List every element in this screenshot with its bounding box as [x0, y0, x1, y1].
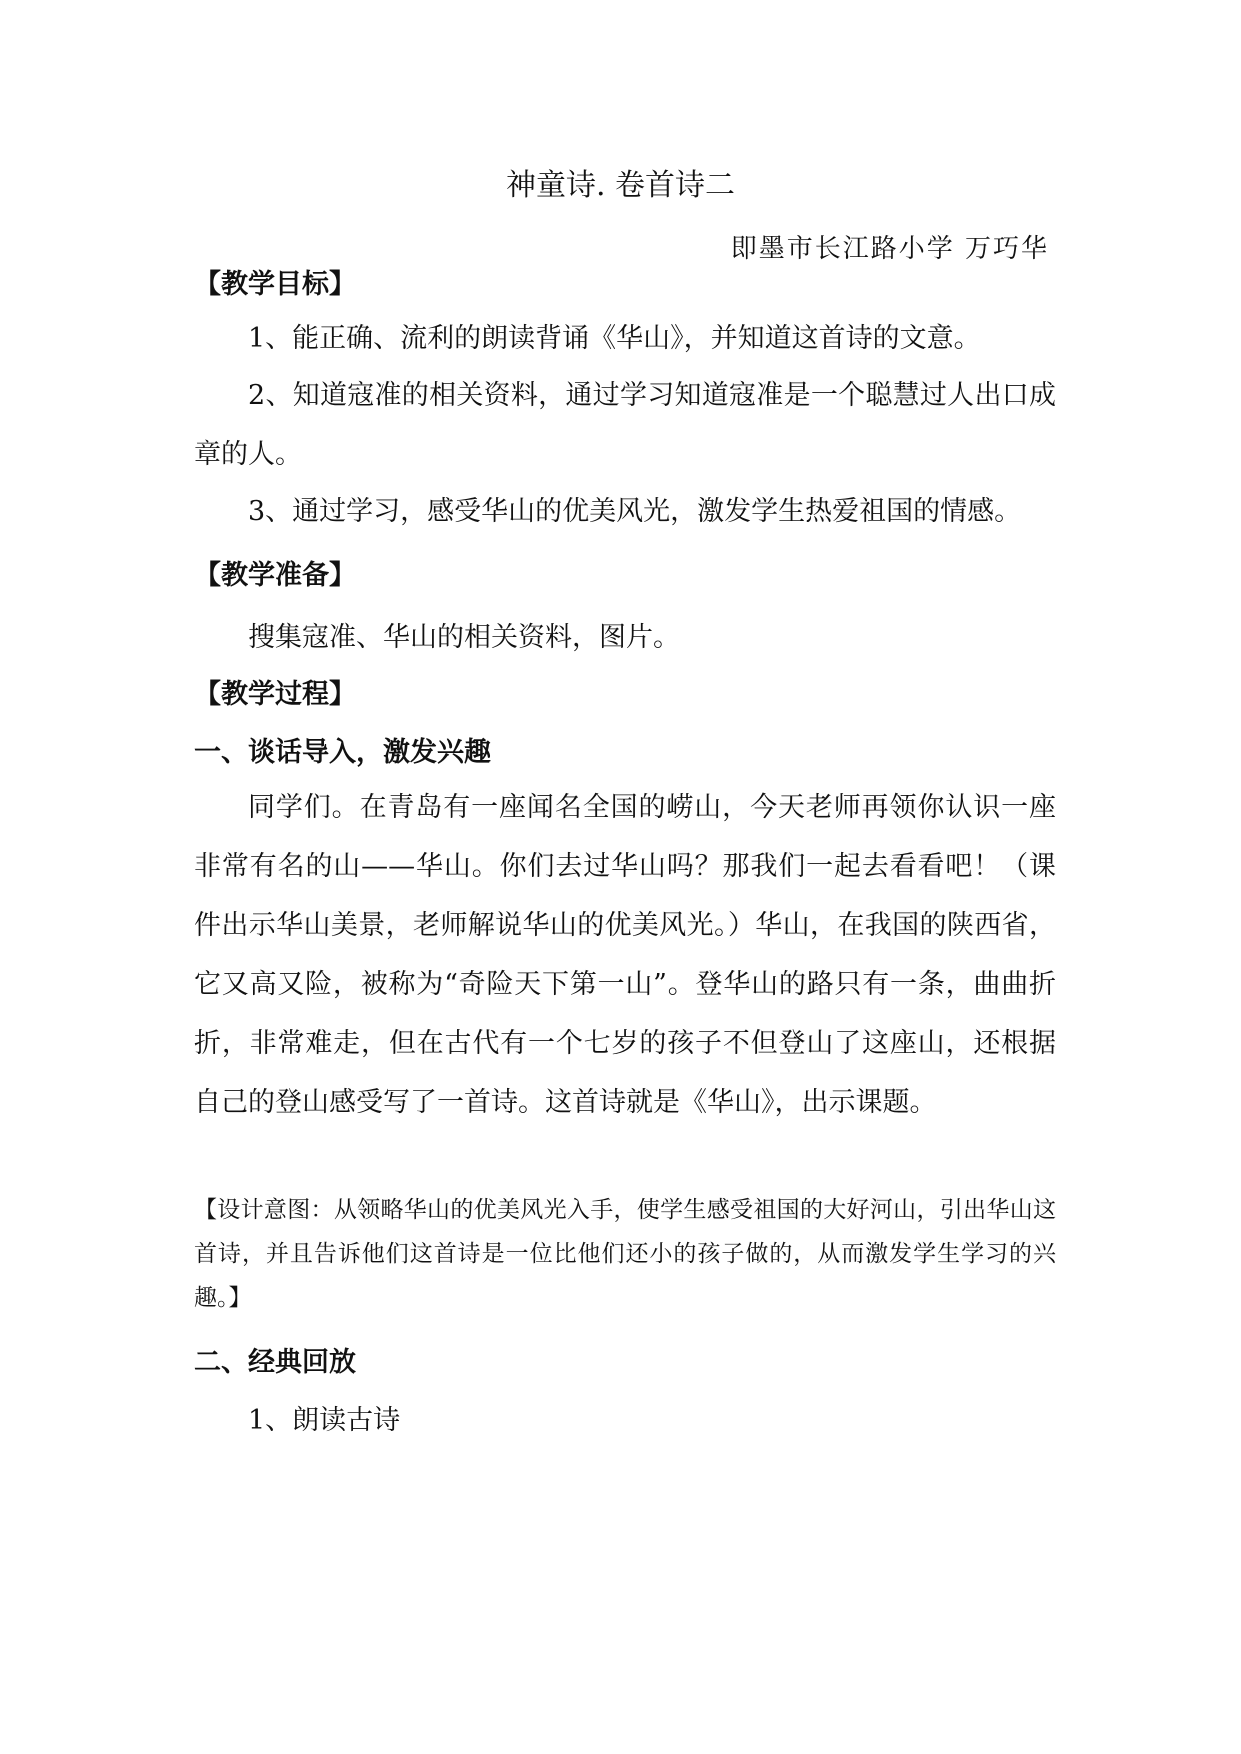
goal-item-2: 2、知道寇准的相关资料，通过学习知道寇准是一个聪慧过人出口成章的人。 [194, 380, 1056, 470]
part1-heading: 一、谈话导入，激发兴趣 [194, 737, 491, 768]
part2-heading: 二、经典回放 [194, 1347, 356, 1378]
goal-item-1: 1、能正确、流利的朗读背诵《华山》，并知道这首诗的文意。 [248, 323, 981, 354]
section-heading-prep: 【教学准备】 [194, 560, 356, 591]
author-line: 即墨市长江路小学 万巧华 [730, 234, 1049, 264]
page-title: 神童诗. 卷首诗二 [505, 168, 736, 203]
part2-item-1: 1、朗读古诗 [248, 1405, 401, 1436]
prep-text: 搜集寇准、华山的相关资料，图片。 [248, 622, 680, 653]
design-note: 【设计意图：从领略华山的优美风光入手，使学生感受祖国的大好河山，引出华山这首诗，并且告诉他们这首诗是一位比他们还小的孩子做的，从而激发学生学习的兴趣。】 [194, 1197, 1056, 1311]
section-heading-goals: 【教学目标】 [194, 269, 356, 300]
goal-item-3: 3、通过学习，感受华山的优美风光，激发学生热爱祖国的情感。 [248, 496, 1022, 527]
part1-paragraph: 同学们。在青岛有一座闻名全国的崂山，今天老师再领你认识一座非常有名的山——华山。你们去过华山吗？那我们一起去看看吧！（课件出示华山美景，老师解说华山的优美风光。）华山，在我国的陕西省，它又高又险，被称为“奇险天下第一山”。登华山的路只有一条，曲曲折折，非常难走，但在古代有一个七岁的孩子不但登山了这座山，还根据自己的登山感受写了一首诗。这首诗就是《华山》，出示课题。 [194, 792, 1056, 1118]
section-heading-process: 【教学过程】 [194, 679, 356, 710]
